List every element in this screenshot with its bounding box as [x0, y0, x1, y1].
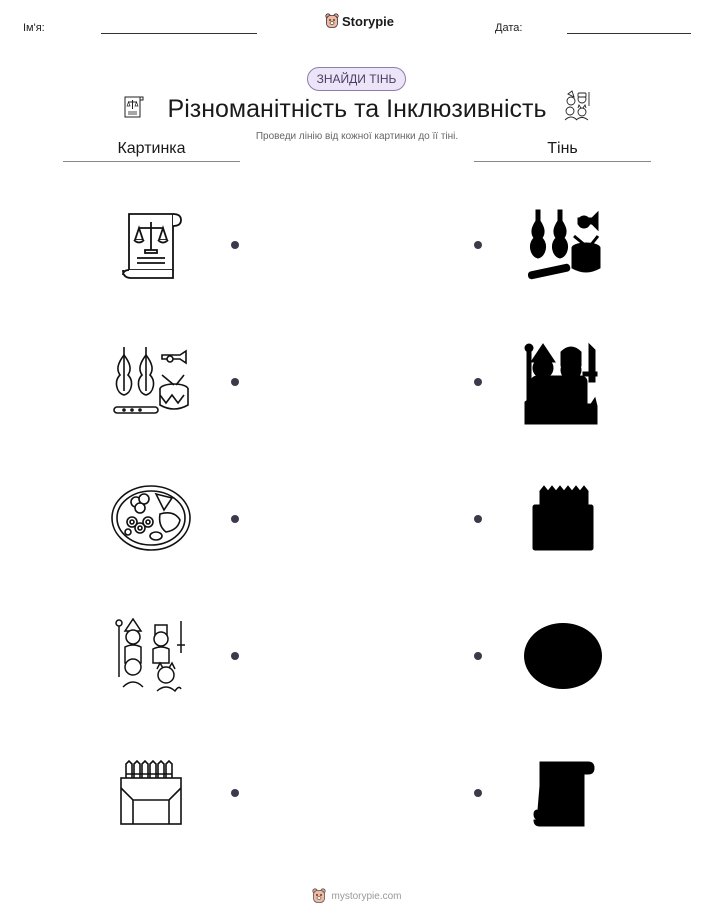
justice-scroll-shadow-icon	[532, 758, 594, 828]
food-plate-shadow-icon	[523, 622, 603, 690]
picture-justice-scroll	[117, 208, 183, 280]
date-label: Дата:	[495, 22, 523, 34]
page-title: Різноманітність та Інклюзивність	[167, 95, 547, 123]
column-header-picture: Картинка	[117, 140, 186, 157]
musical-instruments-shadow-icon	[524, 208, 606, 282]
shadow-food-plate	[523, 622, 603, 690]
picture-diverse-people	[111, 617, 189, 695]
title-people-icon	[561, 90, 593, 122]
shadow-justice-scroll	[532, 758, 594, 828]
column-divider-left	[63, 161, 240, 162]
name-label: Ім'я:	[23, 22, 45, 34]
bear-mascot-icon	[312, 888, 326, 904]
crayons-box-icon	[118, 760, 184, 826]
brand-name: Storypie	[342, 13, 395, 29]
right-dot-5[interactable]	[474, 789, 482, 797]
food-plate-icon	[110, 484, 192, 552]
left-dot-3[interactable]	[231, 515, 239, 523]
footer	[0, 888, 714, 904]
shadow-musical-instruments	[524, 208, 606, 282]
picture-crayons-box	[118, 760, 184, 826]
shadow-diverse-people	[521, 342, 601, 426]
right-dot-2[interactable]	[474, 378, 482, 386]
brand-logo	[325, 13, 394, 29]
activity-badge: ЗНАЙДИ ТІНЬ	[307, 67, 406, 91]
right-dot-3[interactable]	[474, 515, 482, 523]
picture-musical-instruments	[110, 345, 192, 419]
right-dot-1[interactable]	[474, 241, 482, 249]
picture-food-plate	[110, 484, 192, 552]
left-dot-5[interactable]	[231, 789, 239, 797]
diverse-people-shadow-icon	[521, 342, 601, 426]
right-dot-4[interactable]	[474, 652, 482, 660]
shadow-crayons-box	[530, 485, 596, 553]
justice-scroll-icon	[117, 208, 183, 280]
left-dot-1[interactable]	[231, 241, 239, 249]
left-dot-4[interactable]	[231, 652, 239, 660]
footer-website[interactable]: mystorypie.com	[331, 890, 402, 902]
diverse-people-icon	[111, 617, 189, 695]
bear-mascot-icon	[325, 13, 339, 29]
crayons-box-shadow-icon	[530, 485, 596, 553]
left-dot-2[interactable]	[231, 378, 239, 386]
column-header-shadow: Тінь	[547, 140, 578, 157]
instructions: Проведи лінію від кожної картинки до її тіні.	[255, 131, 459, 142]
musical-instruments-icon	[110, 345, 192, 419]
name-line[interactable]	[101, 33, 257, 34]
date-line[interactable]	[567, 33, 691, 34]
column-divider-right	[474, 161, 651, 162]
